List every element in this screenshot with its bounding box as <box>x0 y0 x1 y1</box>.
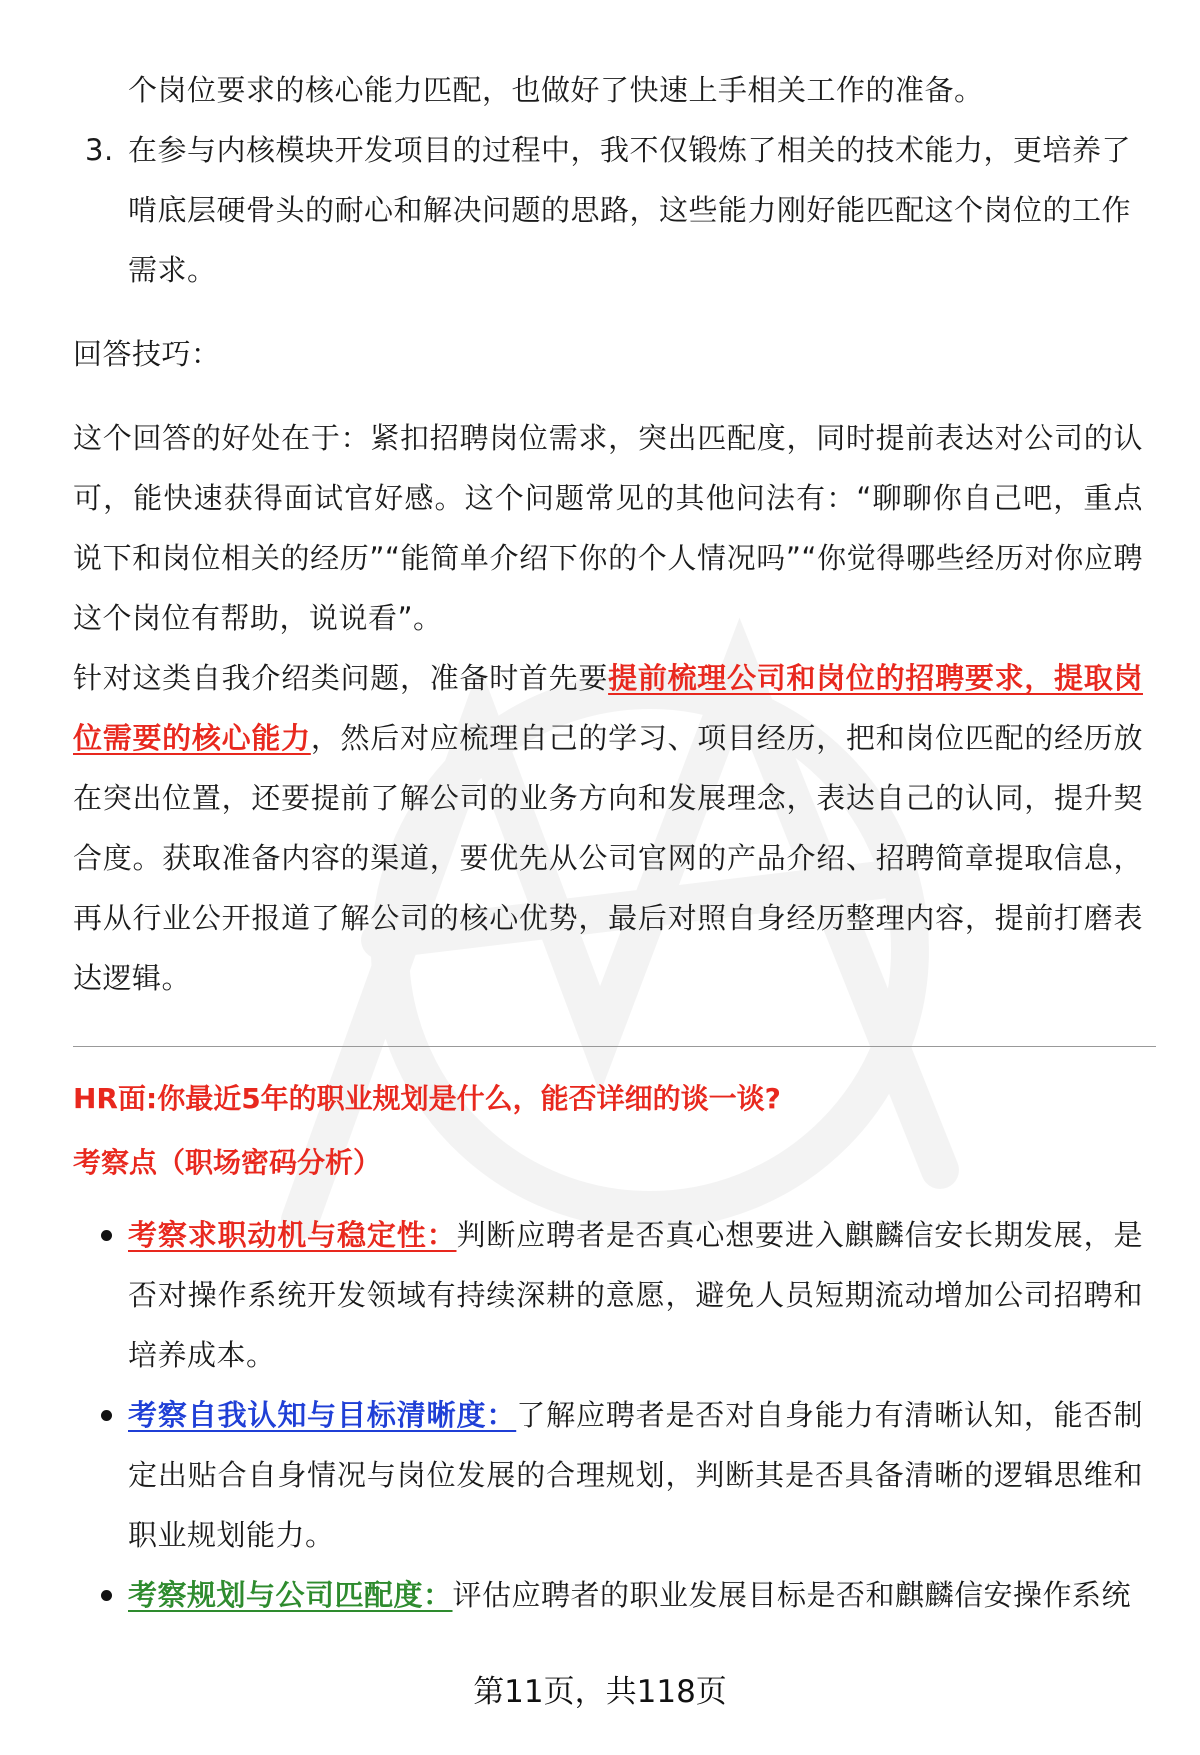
tips-highlight: 提前梳理公司和岗位的招聘要求，提取岗位需要的核心能力 <box>73 661 1143 755</box>
exam-point-label: 考察规划与公司匹配度： <box>128 1578 453 1612</box>
tips-heading: 回答技巧： <box>73 337 221 371</box>
bullet-icon <box>101 1590 112 1601</box>
tips-text-before: 针对这类自我介绍类问题，准备时首先要 <box>73 661 609 695</box>
list-number: 3. <box>85 133 114 167</box>
tips-paragraph-1: 这个回答的好处在于：紧扣招聘岗位需求，突出匹配度，同时提前表达对公司的认可，能快速获得面试官好感。这个问题常见的其他问法有：“聊聊你自己吧，重点说下和岗位相关的经历”“能简单介绍下你的个人情况吗”“你觉得哪些经历对你应聘这个岗位有帮助，说说看”。 <box>73 421 1143 635</box>
numbered-list <box>73 120 1143 300</box>
exam-point-2 <box>73 1385 1143 1565</box>
bullet-icon <box>101 1410 112 1421</box>
page-number-footer: 第11页，共118页 <box>473 1674 727 1710</box>
main-content <box>73 60 1143 1625</box>
list-item-text: 在参与内核模块开发项目的过程中，我不仅锻炼了相关的技术能力，更培养了啃底层硬骨头的耐心和解决问题的思路，这些能力刚好能匹配这个岗位的工作需求。 <box>128 133 1132 287</box>
exam-point-label: 考察自我认知与目标清晰度： <box>128 1398 517 1432</box>
exam-point-label: 考察求职动机与稳定性： <box>128 1218 457 1252</box>
section-divider <box>73 1046 1156 1047</box>
exam-point-text: 判断应聘者是否真心想要进入麒麟信安长期发展，是否对操作系统开发领域有持续深耕的意愿，避免人员短期流动增加公司招聘和培养成本。 <box>128 1218 1143 1372</box>
exam-point-1 <box>73 1205 1143 1385</box>
bullet-icon <box>101 1230 112 1241</box>
hr-question-heading: HR面:你最近5年的职业规划是什么，能否详细的谈一谈? <box>73 1082 781 1115</box>
tips-paragraph-2 <box>73 648 1143 1008</box>
exam-point-text: 了解应聘者是否对自身能力有清晰认知，能否制定出贴合自身情况与岗位发展的合理规划，判断其是否具备清晰的逻辑思维和职业规划能力。 <box>128 1398 1143 1552</box>
exam-points-list <box>73 1205 1143 1625</box>
previous-item-continuation: 个岗位要求的核心能力匹配，也做好了快速上手相关工作的准备。 <box>128 73 984 107</box>
exam-points-heading: 考察点（职场密码分析） <box>73 1146 382 1179</box>
exam-point-text: 评估应聘者的职业发展目标是否和麒麟信安操作系统 <box>452 1578 1132 1612</box>
exam-point-3 <box>73 1565 1143 1625</box>
list-item-3 <box>73 120 1143 300</box>
tips-text-after: ，然后对应梳理自己的学习、项目经历，把和岗位匹配的经历放在突出位置，还要提前了解公司的业务方向和发展理念，表达自己的认同，提升契合度。获取准备内容的渠道，要优先从公司官网的产品介绍、招聘简章提取信息，再从行业公开报道了解公司的核心优势，最后对照自身经历整理内容，提前打磨表达逻辑。 <box>73 721 1143 995</box>
